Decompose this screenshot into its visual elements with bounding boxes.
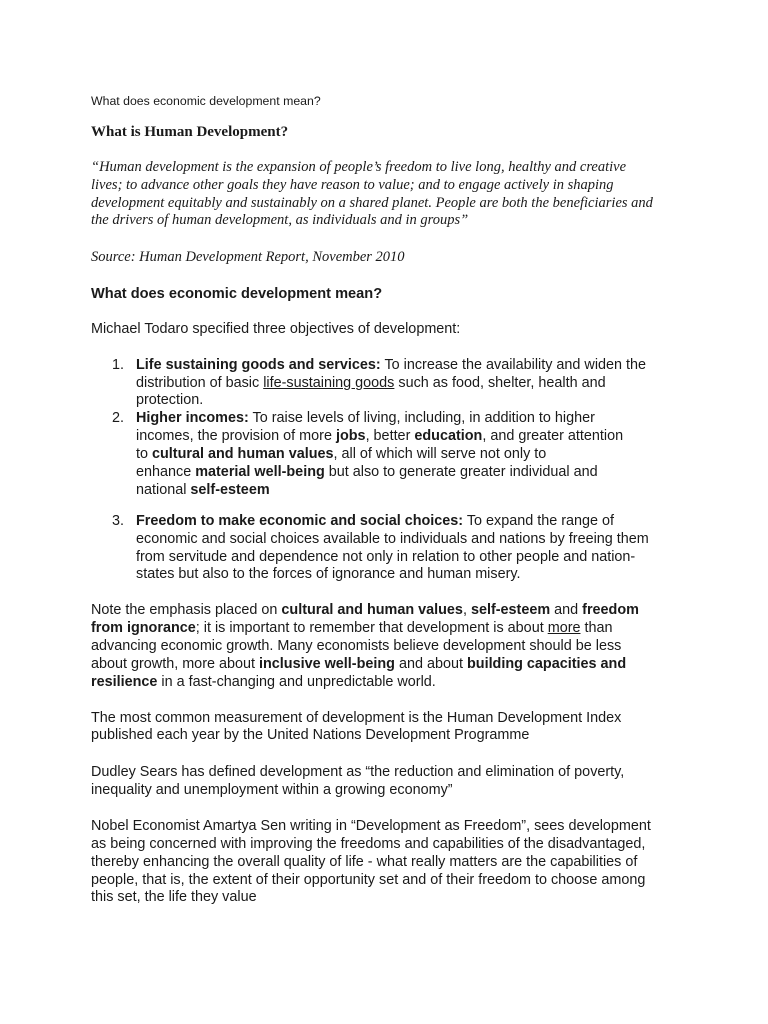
text-run: Note the emphasis placed on bbox=[91, 602, 282, 618]
paragraph-line: published each year by the United Nations Development Programme bbox=[91, 727, 530, 743]
list-line bbox=[136, 446, 546, 462]
top-title: What does economic development mean? bbox=[91, 94, 321, 108]
list-line: protection. bbox=[136, 392, 204, 408]
text-run: and bbox=[550, 602, 583, 618]
bold-run: cultural and human values bbox=[152, 446, 334, 462]
hd-heading: What is Human Development? bbox=[91, 124, 289, 140]
list-line bbox=[136, 428, 623, 444]
list-line: states but also to the forces of ignorance and human misery. bbox=[136, 566, 521, 582]
text-run: , better bbox=[365, 428, 415, 444]
section-heading: What does economic development mean? bbox=[91, 286, 383, 302]
bold-run: cultural and human values bbox=[281, 602, 463, 618]
bold-run: education bbox=[414, 428, 483, 444]
text-run: than bbox=[580, 620, 613, 636]
list-line bbox=[136, 410, 595, 426]
list-line: from servitude and dependence not only in relation to other people and nation- bbox=[136, 549, 636, 565]
text-run: about growth, more about bbox=[91, 656, 259, 672]
paragraph-line bbox=[91, 674, 436, 690]
text-run: but also to generate greater individual and bbox=[324, 464, 598, 480]
intro-text: Michael Todaro specified three objectives of development: bbox=[91, 321, 461, 337]
paragraph-line: Dudley Sears has defined development as “the reduction and elimination of poverty, bbox=[91, 764, 625, 780]
text-run: ; it is important to remember that development is about bbox=[195, 620, 548, 636]
text-run: distribution of basic bbox=[136, 375, 264, 391]
paragraph-line: thereby enhancing the overall quality of life - what really matters are the capabilities of bbox=[91, 854, 638, 870]
text-run: To increase the availability and widen the bbox=[380, 357, 647, 373]
text-run: and about bbox=[394, 656, 467, 672]
quote-line: the drivers of human development, as individuals and in groups” bbox=[91, 212, 469, 228]
text-run: , bbox=[462, 602, 471, 618]
paragraph-line: advancing economic growth. Many economists believe development should be less bbox=[91, 638, 622, 654]
paragraph-line bbox=[91, 602, 639, 618]
source-citation: Source: Human Development Report, November 2010 bbox=[91, 249, 405, 265]
paragraph-line: Nobel Economist Amartya Sen writing in “Development as Freedom”, sees development bbox=[91, 818, 651, 834]
bold-run: jobs bbox=[335, 428, 366, 444]
text-run: national bbox=[136, 482, 191, 498]
quote-line: development equitably and sustainably on a shared planet. People are both the beneficiaries and bbox=[91, 195, 653, 211]
bold-run: self-esteem bbox=[190, 482, 270, 498]
bold-run: self-esteem bbox=[470, 602, 551, 618]
paragraph-line: this set, the life they value bbox=[91, 889, 257, 905]
list-line bbox=[136, 375, 606, 391]
objective-title: Freedom to make economic and social choices: bbox=[136, 513, 464, 529]
list-line bbox=[136, 482, 270, 498]
bold-run: building capacities and bbox=[466, 656, 627, 672]
list-line: economic and social choices available to individuals and nations by freeing them bbox=[136, 531, 649, 547]
paragraph-line: as being concerned with improving the freedoms and capabilities of the disadvantaged, bbox=[91, 836, 646, 852]
paragraph-line bbox=[91, 620, 613, 636]
life-sustaining-goods-link[interactable]: life-sustaining goods bbox=[263, 375, 395, 391]
bold-run: inclusive well-being bbox=[259, 656, 395, 672]
list-number: 1. bbox=[112, 357, 125, 373]
paragraph-line: The most common measurement of development is the Human Development Index bbox=[91, 710, 622, 726]
text-run: To expand the range of bbox=[463, 513, 615, 529]
text-run: incomes, the provision of more bbox=[136, 428, 336, 444]
text-run: enhance bbox=[136, 464, 196, 480]
text-run: such as food, shelter, health and bbox=[394, 375, 606, 391]
paragraph-line: people, that is, the extent of their opportunity set and of their freedom to choose among bbox=[91, 872, 646, 888]
list-number: 3. bbox=[112, 513, 125, 529]
list-number: 2. bbox=[112, 410, 125, 426]
objective-title: Life sustaining goods and services: bbox=[136, 357, 381, 373]
text-run: , and greater attention bbox=[482, 428, 624, 444]
text-run: To raise levels of living, including, in addition to higher bbox=[248, 410, 595, 426]
objective-title: Higher incomes: bbox=[136, 410, 249, 426]
quote-line: lives; to advance other goals they have reason to value; and to engage actively in shaping bbox=[91, 177, 614, 193]
bold-run: freedom bbox=[582, 602, 639, 618]
quote-line: “Human development is the expansion of people’s freedom to live long, healthy and creative bbox=[91, 159, 627, 175]
text-run: , all of which will serve not only to bbox=[333, 446, 547, 462]
text-run: in a fast-changing and unpredictable world. bbox=[157, 674, 436, 690]
list-line bbox=[136, 357, 646, 373]
paragraph-line: inequality and unemployment within a growing economy” bbox=[91, 782, 453, 798]
bold-run: from ignorance bbox=[91, 620, 196, 636]
text-run: to bbox=[136, 446, 152, 462]
bold-run: resilience bbox=[91, 674, 158, 690]
more-link[interactable]: more bbox=[547, 620, 581, 636]
paragraph-line bbox=[91, 656, 626, 672]
list-line bbox=[136, 464, 598, 480]
list-line bbox=[136, 513, 614, 529]
bold-run: material well-being bbox=[195, 464, 325, 480]
